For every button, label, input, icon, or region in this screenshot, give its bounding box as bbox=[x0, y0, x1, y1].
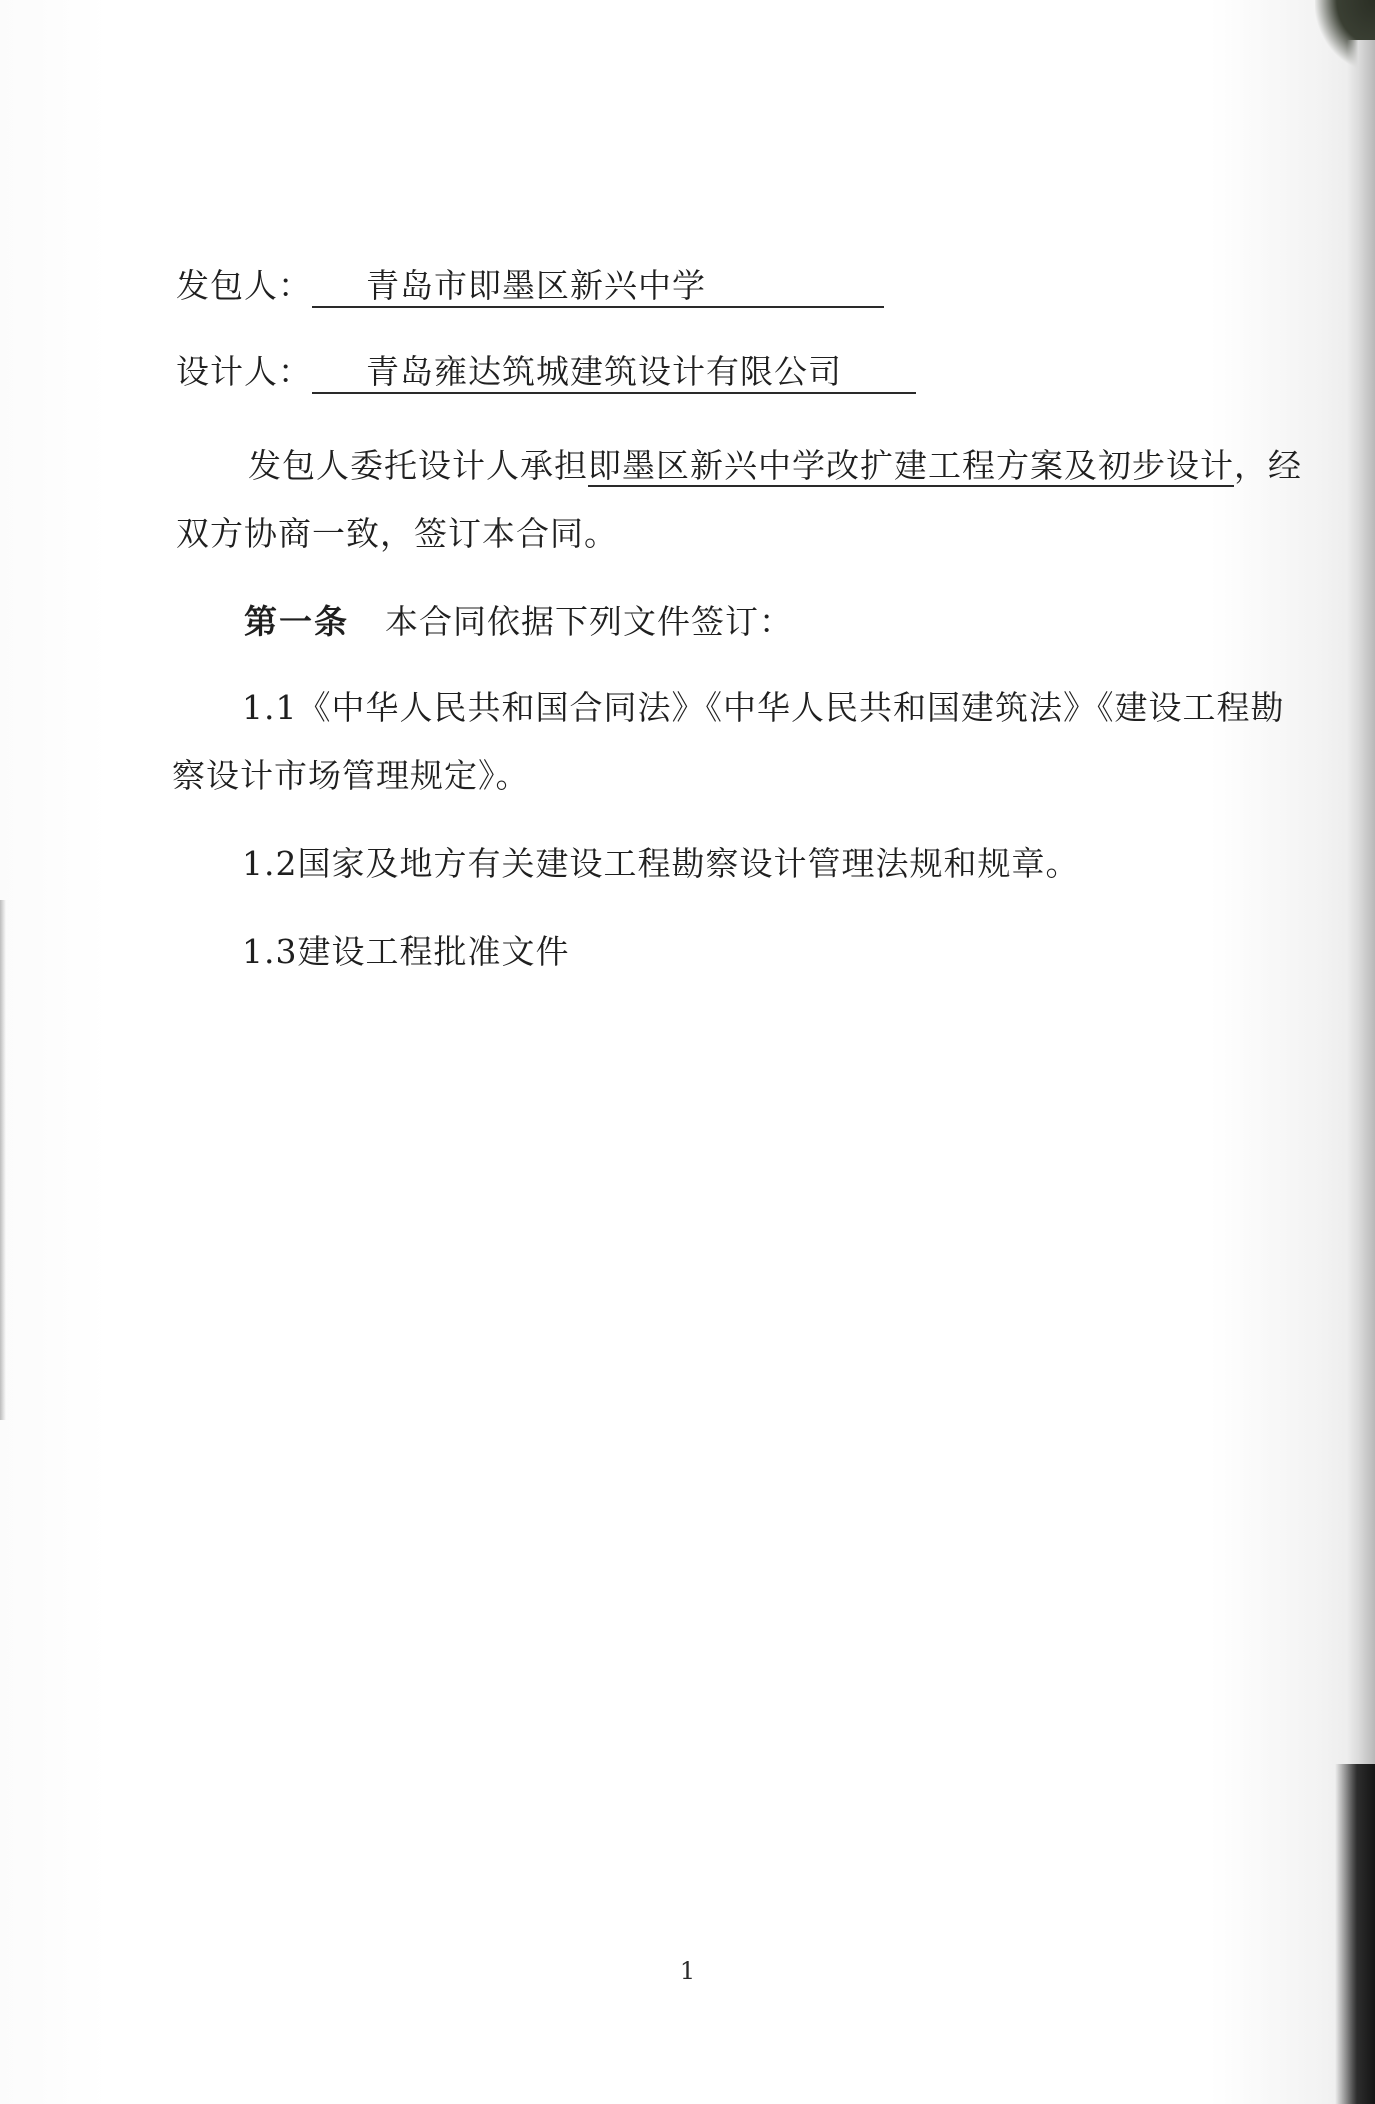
intro-suffix: ，经 bbox=[1234, 446, 1302, 485]
designer-row bbox=[176, 352, 916, 394]
article-1-heading: 第一条 bbox=[244, 602, 349, 641]
designer-value: 青岛雍达筑城建筑设计有限公司 bbox=[312, 352, 916, 394]
employer-label: 发包人： bbox=[176, 266, 312, 305]
left-edge-shadow bbox=[0, 900, 6, 1420]
employer-value: 青岛市即墨区新兴中学 bbox=[312, 266, 884, 308]
item-1-2: 1.2国家及地方有关建设工程勘察设计管理法规和规章。 bbox=[242, 844, 1080, 883]
item-1-1-line-1: 1.1《中华人民共和国合同法》《中华人民共和国建筑法》《建设工程勘 bbox=[242, 688, 1285, 727]
intro-project: 即墨区新兴中学改扩建工程方案及初步设计 bbox=[588, 446, 1234, 485]
item-1-3: 1.3建设工程批准文件 bbox=[242, 932, 570, 971]
article-1-text: 本合同依据下列文件签订： bbox=[385, 602, 793, 641]
article-1-row bbox=[244, 602, 793, 642]
page-number: 1 bbox=[679, 1957, 696, 1985]
intro-line-2: 双方协商一致，签订本合同。 bbox=[176, 514, 618, 553]
intro-line-1 bbox=[248, 446, 1302, 486]
employer-row bbox=[176, 266, 884, 308]
intro-prefix: 发包人委托设计人承担 bbox=[248, 446, 588, 485]
binder-edge-shadow bbox=[1335, 1764, 1375, 2104]
designer-label: 设计人： bbox=[176, 352, 312, 391]
item-1-1-line-2: 察设计市场管理规定》。 bbox=[172, 756, 530, 795]
